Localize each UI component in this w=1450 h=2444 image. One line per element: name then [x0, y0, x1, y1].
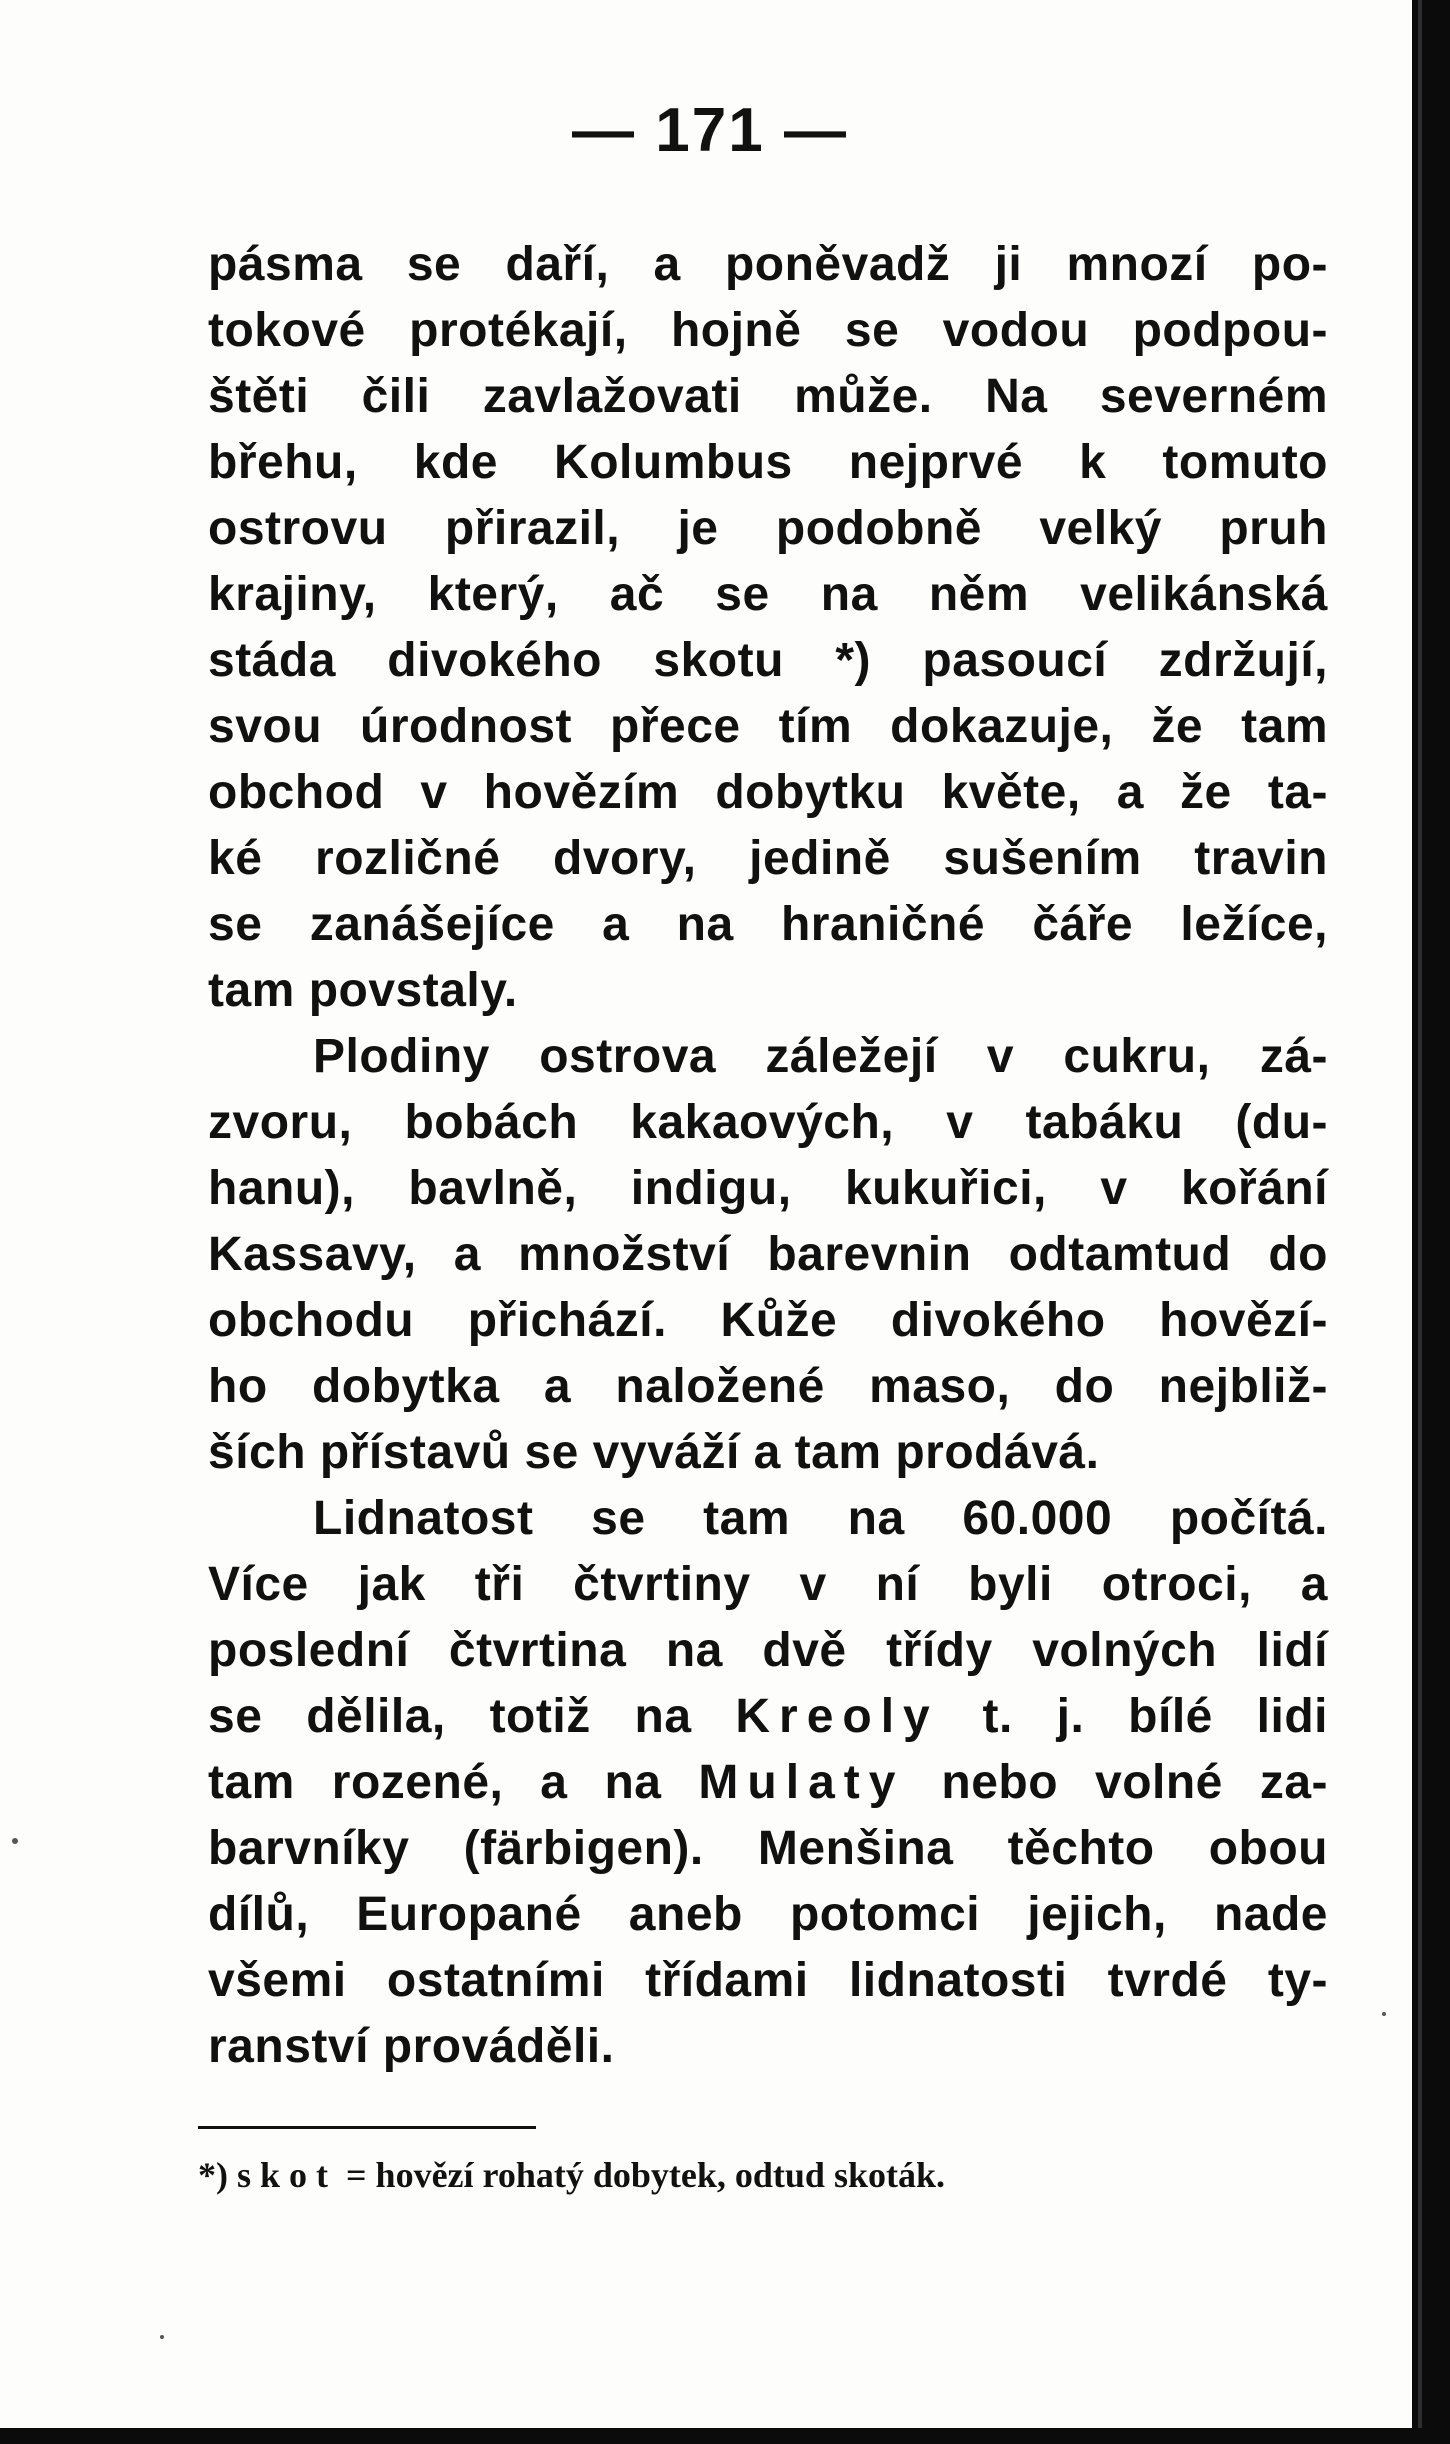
text-line: ké rozličné dvory, jedině sušením travin [208, 832, 1328, 885]
emphasized-term: Kreoly [735, 1690, 939, 1743]
text-line: se zanášejíce a na hraničné čáře ležíce, [208, 898, 1328, 951]
footnote-term: skot [237, 2155, 338, 2195]
scan-speck [12, 1838, 18, 1844]
text-line: Více jak tři čtvrtiny v ní byli otroci, a [208, 1558, 1328, 1611]
scan-border-bottom [0, 2428, 1450, 2444]
text-line: ších přístavů se vyváží a tam prodává. [208, 1426, 1100, 1479]
text-line: pásma se daří, a poněvadž ji mnozí po- [208, 238, 1328, 291]
text-line: obchod v hovězím dobytku květe, a že ta- [208, 766, 1328, 819]
text-segment: nebo volné za- [941, 1756, 1328, 1809]
text-line: svou úrodnost přece tím dokazuje, že tam [208, 700, 1328, 753]
text-line [208, 1750, 1328, 1816]
text-line: hanu), bavlně, indigu, kukuřici, v kořání [208, 1162, 1328, 1215]
text-line: břehu, kde Kolumbus nejprvé k tomuto [208, 436, 1328, 489]
footnote-divider [198, 2126, 536, 2129]
footnote-definition: hovězí rohatý dobytek, odtud skoták. [375, 2155, 945, 2195]
scan-speck [1382, 2012, 1386, 2016]
text-line: ranství prováděli. [208, 2020, 615, 2073]
text-line: barvníky (färbigen). Menšina těchto obou [208, 1822, 1328, 1875]
text-segment: se dělila, totiž na [208, 1690, 692, 1743]
text-segment: t. j. bílé lidi [982, 1690, 1328, 1743]
text-line: štěti čili zavlažovati může. Na severném [208, 370, 1328, 423]
body-text [208, 232, 1328, 2080]
paragraph-start-line: Plodiny ostrova záležejí v cukru, zá- [313, 1030, 1328, 1083]
text-line: všemi ostatními třídami lidnatosti tvrdé ty- [208, 1954, 1328, 2007]
text-line: tokové protékají, hojně se vodou podpou- [208, 304, 1328, 357]
page-number: — 171 — [572, 96, 848, 165]
text-line: zvoru, bobách kakaových, v tabáku (du- [208, 1096, 1328, 1149]
text-line: ostrovu přirazil, je podobně velký pruh [208, 502, 1328, 555]
scan-border-line [1418, 0, 1422, 2444]
footnote-equals: = [346, 2155, 367, 2195]
text-segment: tam rozené, a na [208, 1756, 662, 1809]
footnote [198, 2150, 1298, 2200]
emphasized-term: Mulaty [698, 1756, 905, 1809]
text-line: dílů, Europané aneb potomci jejich, nade [208, 1888, 1328, 1941]
text-line: ho dobytka a naložené maso, do nejbliž- [208, 1360, 1328, 1413]
text-line [208, 1684, 1328, 1750]
text-line: Kassavy, a množství barevnin odtamtud do [208, 1228, 1328, 1281]
text-line: poslední čtvrtina na dvě třídy volných lidí [208, 1624, 1328, 1677]
text-line: stáda divokého skotu *) pasoucí zdržují, [208, 634, 1328, 687]
text-line: tam povstaly. [208, 964, 518, 1017]
footnote-marker: *) [198, 2155, 228, 2195]
scan-speck [160, 2335, 164, 2339]
paragraph-start-line: Lidnatost se tam na 60.000 počítá. [313, 1492, 1328, 1545]
text-line: krajiny, který, ač se na něm velikánská [208, 568, 1328, 621]
text-line: obchodu přichází. Kůže divokého hovězí- [208, 1294, 1328, 1347]
